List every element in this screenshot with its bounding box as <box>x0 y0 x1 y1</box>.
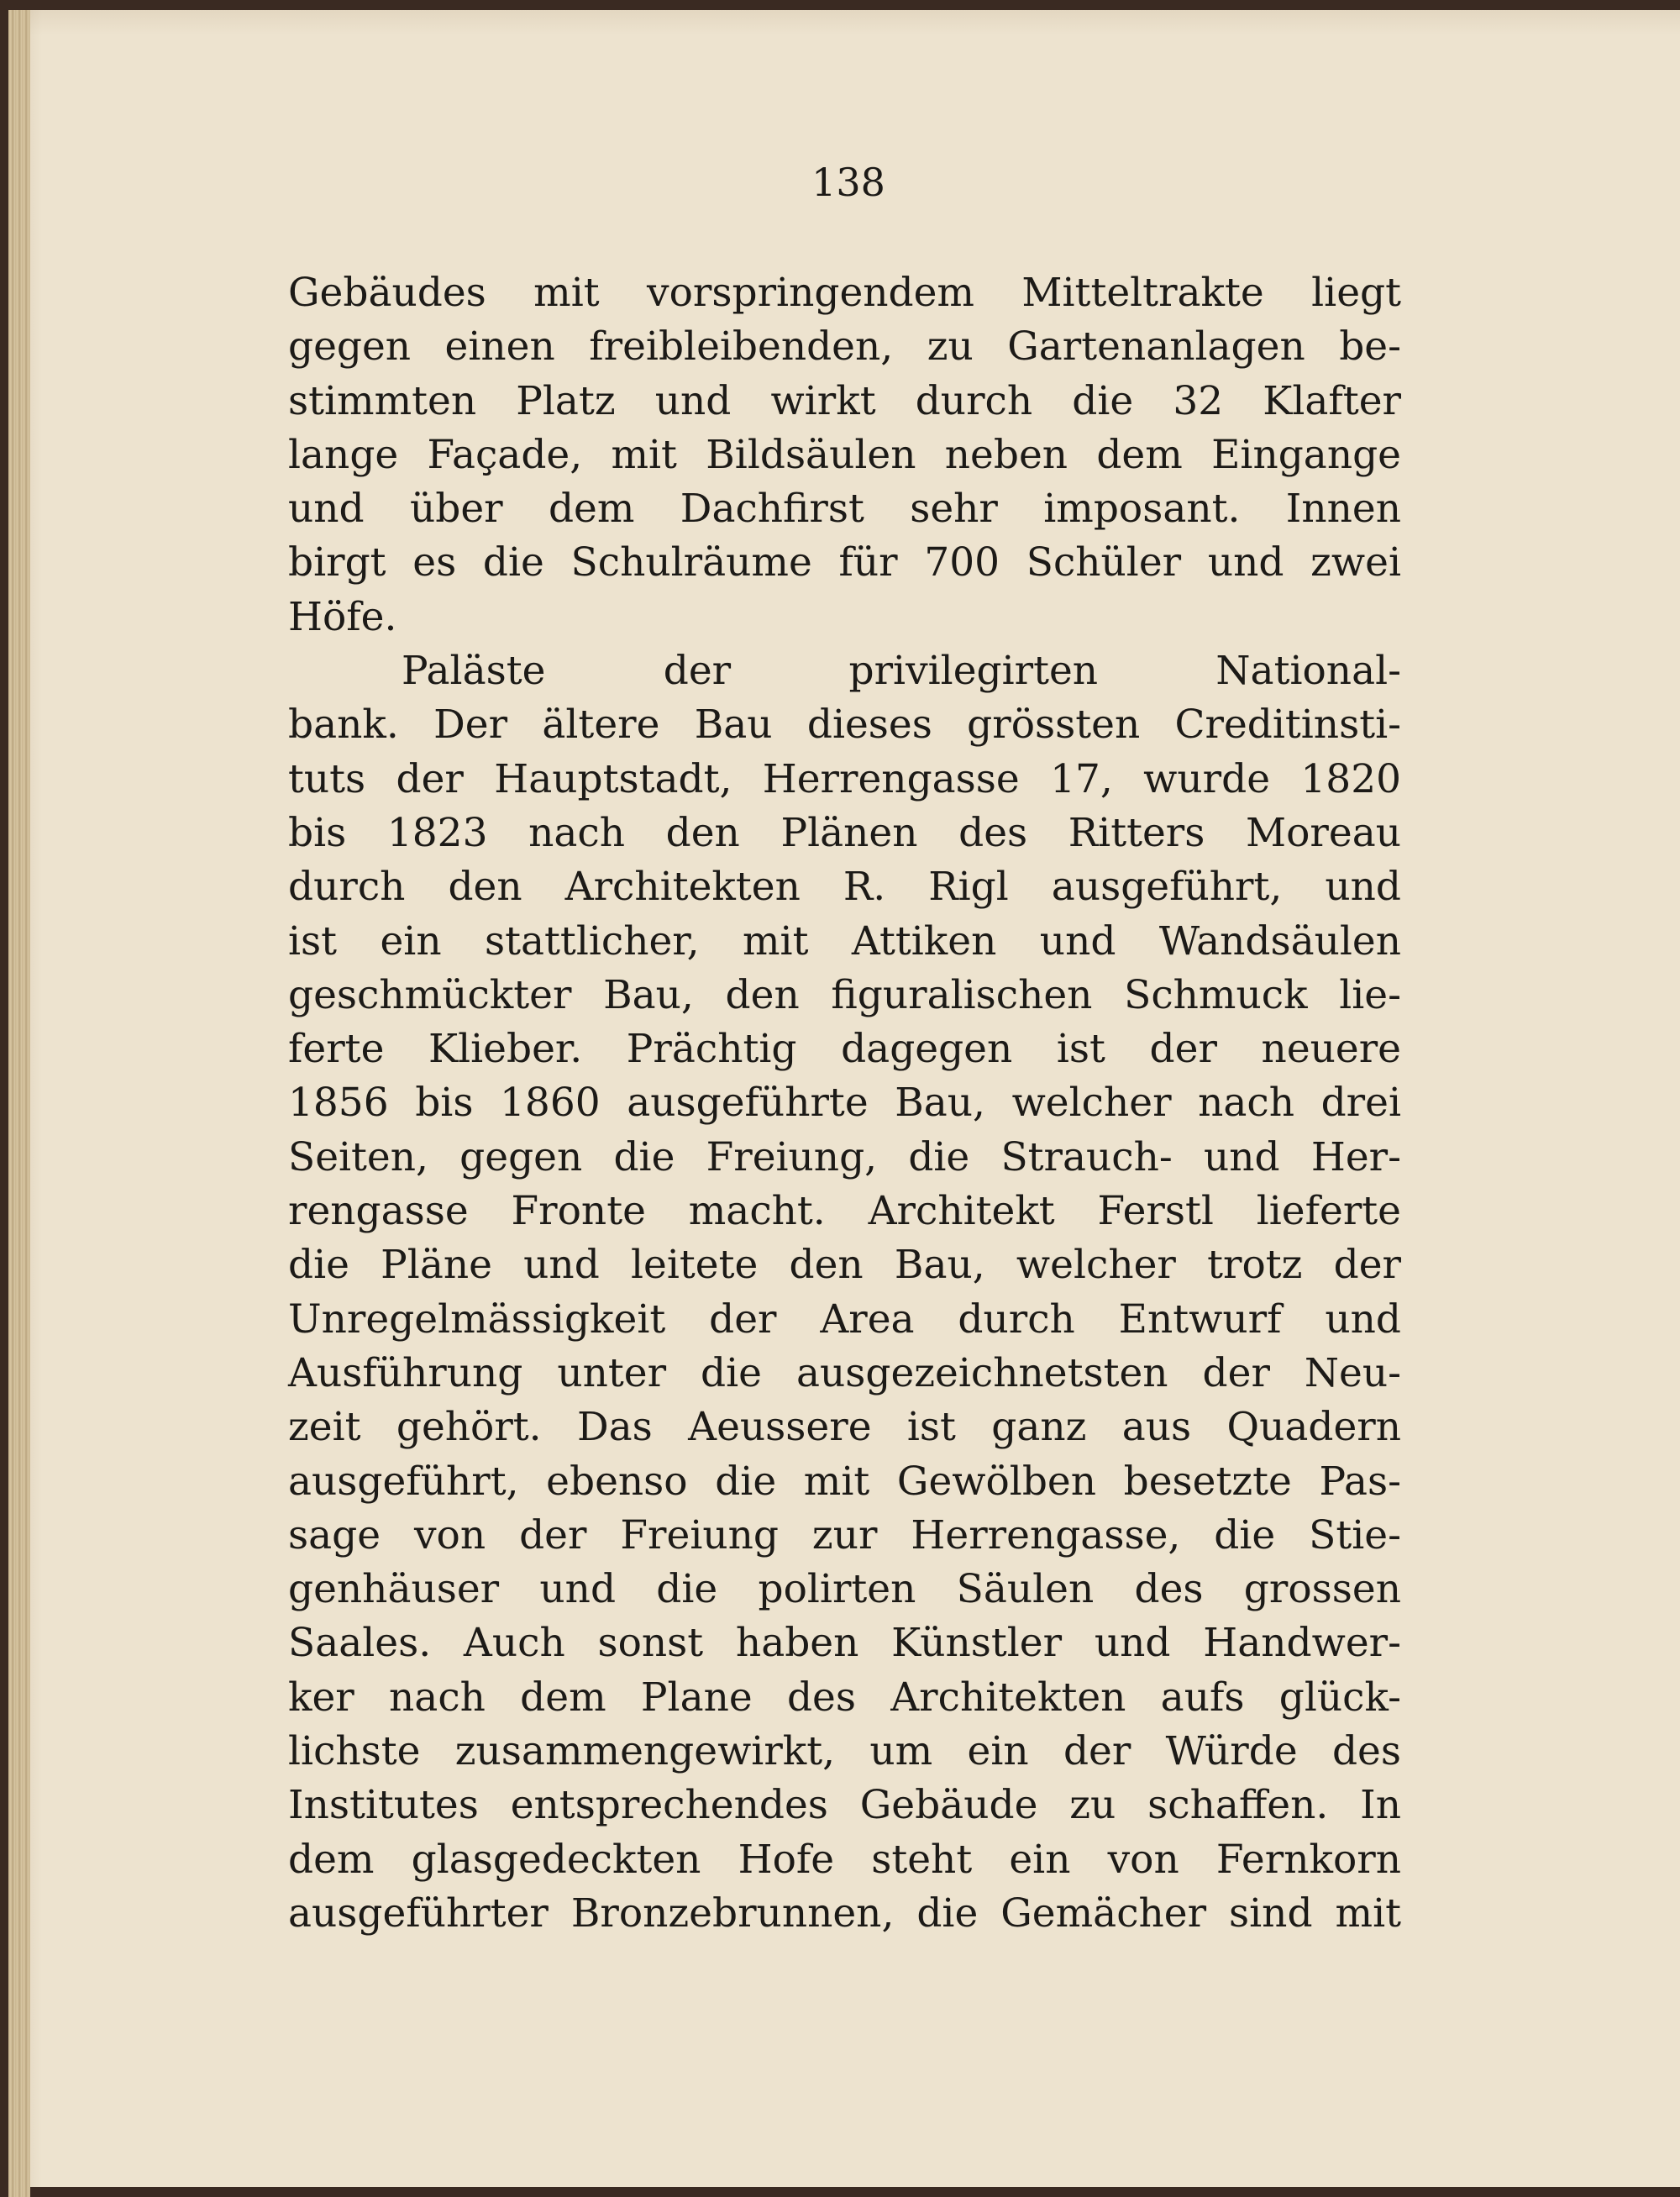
text-line: 1856 bis 1860 ausgeführte Bau, welcher nach drei <box>288 1080 1401 1127</box>
text-line: lange Façade, mit Bildsäulen neben dem Eingange <box>288 431 1401 478</box>
text-line: bis 1823 nach den Plänen des Ritters Moreau <box>288 809 1401 856</box>
text-line: Unregelmässigkeit der Area durch Entwurf und <box>288 1296 1401 1343</box>
text-line: rengasse Fronte macht. Architekt Ferstl lieferte <box>288 1188 1401 1235</box>
text-line: zeit gehört. Das Aeussere ist ganz aus Quadern <box>288 1404 1401 1451</box>
text-line: ist ein stattlicher, mit Attiken und Wandsäulen <box>288 917 1401 964</box>
text-line: geschmückter Bau, den figuralischen Schmuck lie- <box>288 971 1401 1018</box>
text-line: ausgeführt, ebenso die mit Gewölben besetzte Pas- <box>288 1458 1401 1505</box>
text-line: genhäuser und die polirten Säulen des grossen <box>288 1566 1401 1613</box>
text-line: Paläste der privilegirten National- <box>402 648 1401 695</box>
text-line: Seiten, gegen die Freiung, die Strauch- und Her- <box>288 1133 1401 1180</box>
text-line: gegen einen freibleibenden, zu Gartenanlagen be- <box>288 323 1401 371</box>
text-line: die Pläne und leitete den Bau, welcher trotz der <box>288 1242 1401 1289</box>
text-line: birgt es die Schulräume für 700 Schüler und zwei <box>288 539 1401 586</box>
text-line: Ausführung unter die ausgezeichnetsten der Neu- <box>288 1349 1401 1396</box>
book-page <box>8 10 1680 2187</box>
text-line: lichste zusammengewirkt, um ein der Würde des <box>288 1728 1401 1775</box>
text-line: ker nach dem Plane des Architekten aufs glück- <box>288 1674 1401 1721</box>
text-line: Saales. Auch sonst haben Künstler und Handwer- <box>288 1620 1401 1667</box>
text-line: ausgeführter Bronzebrunnen, die Gemächer sind mit <box>288 1890 1401 1937</box>
text-line: stimmten Platz und wirkt durch die 32 Klafter <box>288 377 1401 424</box>
page-binding-edge <box>8 10 30 2197</box>
page-number: 138 <box>811 160 885 205</box>
text-line: tuts der Hauptstadt, Herrengasse 17, wurde 1820 <box>288 755 1401 802</box>
text-line: durch den Architekten R. Rigl ausgeführt, und <box>288 864 1401 911</box>
text-line: dem glasgedeckten Hofe steht ein von Fernkorn <box>288 1836 1401 1883</box>
text-line: Höfe. <box>288 593 397 640</box>
text-line: Institutes entsprechendes Gebäude zu schaffen. In <box>288 1782 1401 1829</box>
text-line: ferte Klieber. Prächtig dagegen ist der neuere <box>288 1026 1401 1073</box>
text-line: und über dem Dachfirst sehr imposant. Innen <box>288 486 1401 533</box>
body-text <box>288 266 1401 1941</box>
text-line: bank. Der ältere Bau dieses grössten Creditinsti- <box>288 702 1401 749</box>
text-line: sage von der Freiung zur Herrengasse, die Stie- <box>288 1511 1401 1558</box>
text-line: Gebäudes mit vorspringendem Mitteltrakte liegt <box>288 270 1401 316</box>
